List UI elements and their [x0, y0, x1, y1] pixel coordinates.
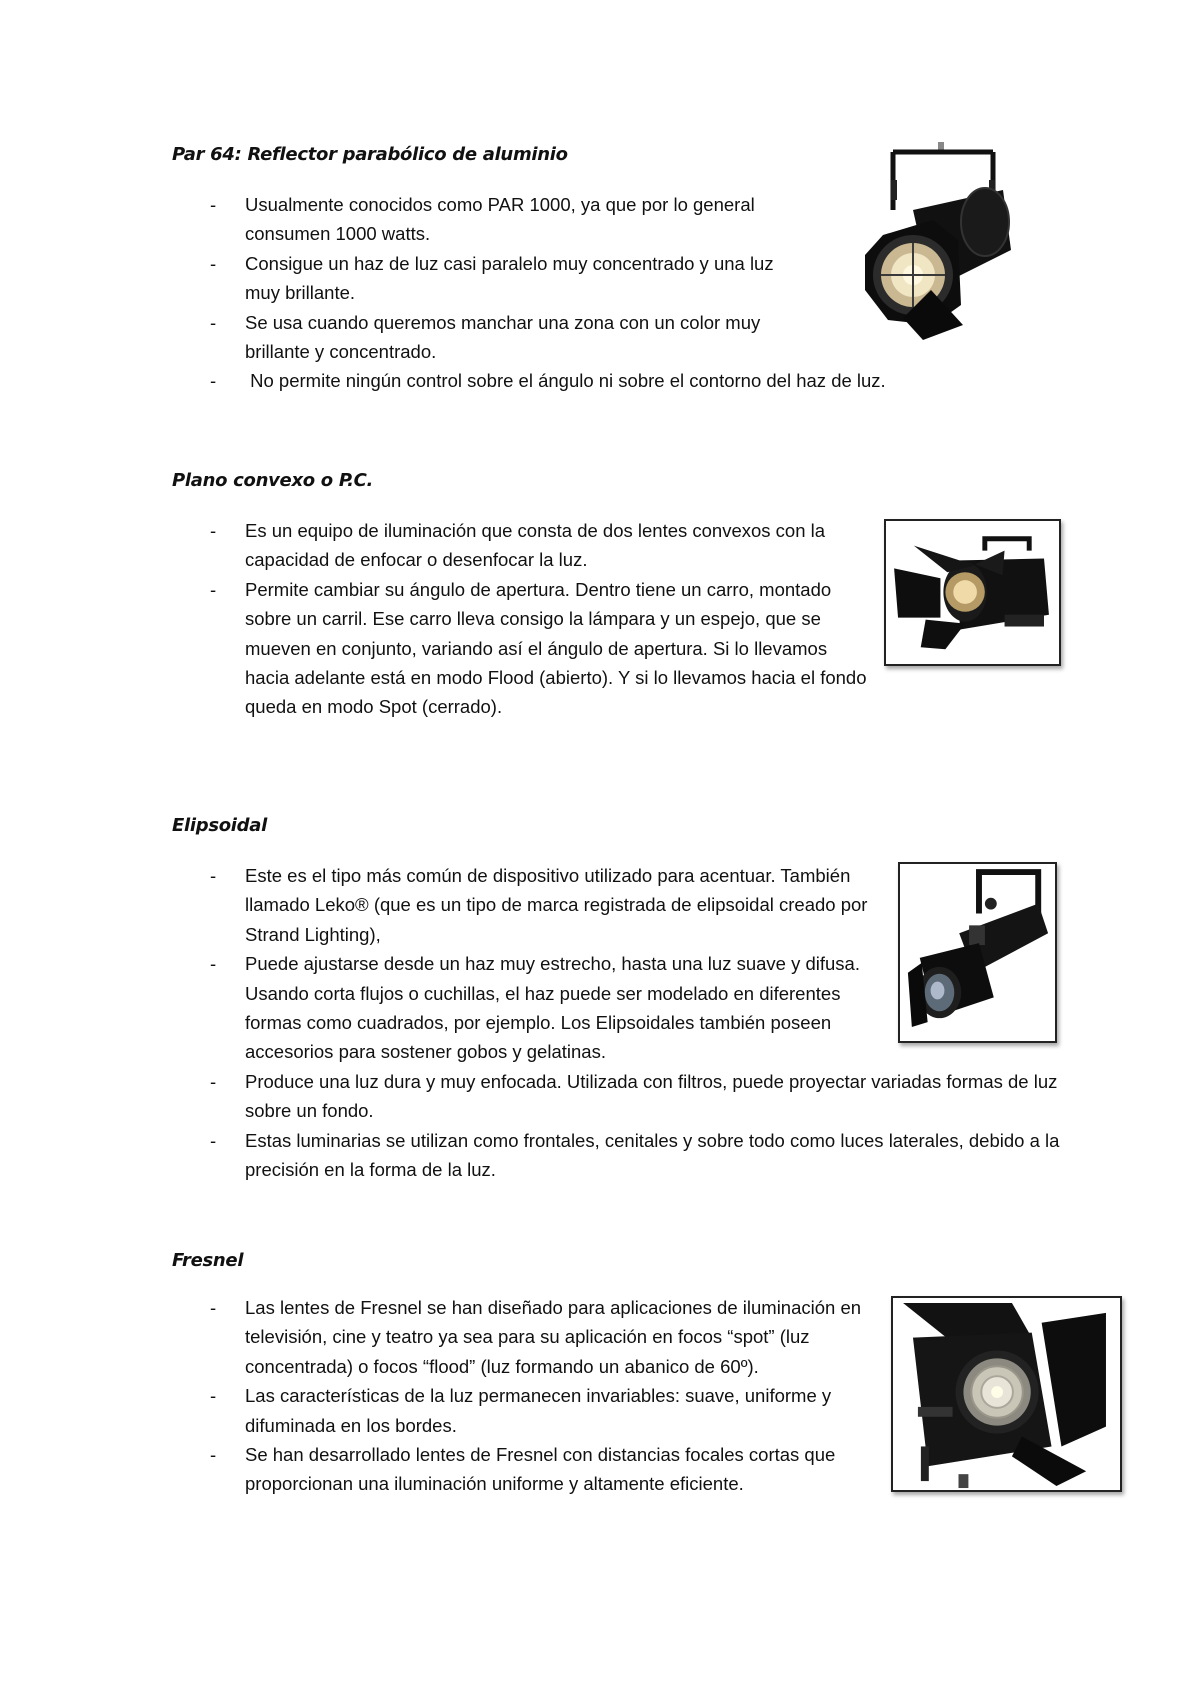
section-heading: Fresnel — [172, 1250, 244, 1271]
list-item: - No permite ningún control sobre el ángulo ni sobre el contorno del haz de luz. — [210, 370, 886, 392]
section-heading: Par 64: Reflector parabólico de aluminio — [172, 144, 568, 165]
list-item: - Es un equipo de iluminación que consta de dos lentes convexos con la capacidad de enfocar o desenfocar la luz. — [210, 520, 826, 571]
section-heading: Plano convexo o P.C. — [172, 470, 374, 491]
par64-spotlight-photo — [853, 140, 1033, 362]
list-item: - Usualmente conocidos como PAR 1000, ya que por lo general consumen 1000 watts. — [210, 194, 755, 245]
list-item: - Se usa cuando queremos manchar una zona con un color muy brillante y concentrado. — [210, 311, 761, 363]
list-item: - Estas luminarias se utilizan como frontales, cenitales y sobre todo como luces laterales, debido a la precisión en la forma de la luz. — [210, 1129, 1060, 1181]
bullet-list — [0, 516, 870, 722]
fresnel-spotlight-photo — [891, 1296, 1122, 1492]
plano-convexo-spotlight-photo — [884, 519, 1061, 666]
list-item: - Puede ajustarse desde un haz muy estrecho, hasta una luz suave y difusa. Usando corta flujos o cuchillas, el haz puede ser modelado en diferentes formas como cuadrados, por ejemplo. Los Elipsoidales también poseen accesorios para sostener gobos y gelatinas. — [210, 953, 860, 1063]
bullet-list — [0, 190, 886, 396]
list-item: - Consigue un haz de luz casi paralelo muy concentrado y una luz muy brillante. — [210, 252, 774, 304]
elipsoidal-spotlight-photo — [898, 862, 1057, 1043]
list-item: - Produce una luz dura y muy enfocada. Utilizada con filtros, puede proyectar variadas formas de luz sobre un fondo. — [210, 1070, 1058, 1122]
section-heading: Elipsoidal — [172, 815, 267, 836]
list-item: - Se han desarrollado lentes de Fresnel con distancias focales cortas que proporcionan una iluminación uniforme y altamente eficiente. — [210, 1444, 836, 1495]
bullet-list — [0, 1293, 885, 1499]
bullet-list — [0, 861, 1060, 1184]
list-item: - Permite cambiar su ángulo de apertura. Dentro tiene un carro, montado sobre un carril. Ese carro lleva consigo la lámpara y un espejo, que se mueven en conjunto, variando así el ángulo de apertura. Si lo llevamos hacia adelante está en modo Flood (abierto). Y si lo llevamos hacia el fondo queda en modo Spot (cerrado). — [210, 578, 867, 718]
list-item: - Las características de la luz permanecen invariables: suave, uniforme y difuminada en los bordes. — [210, 1385, 832, 1436]
list-item: - Este es el tipo más común de dispositivo utilizado para acentuar. También llamado Leko® (que es un tipo de marca registrada de elipsoidal creado por Strand Lighting), — [210, 865, 868, 945]
list-item: - Las lentes de Fresnel se han diseñado para aplicaciones de iluminación en televisión, cine y teatro ya sea para su aplicación en focos “spot” (luz concentrada) o focos “flood” (luz formando un abanico de 60º). — [210, 1297, 862, 1377]
